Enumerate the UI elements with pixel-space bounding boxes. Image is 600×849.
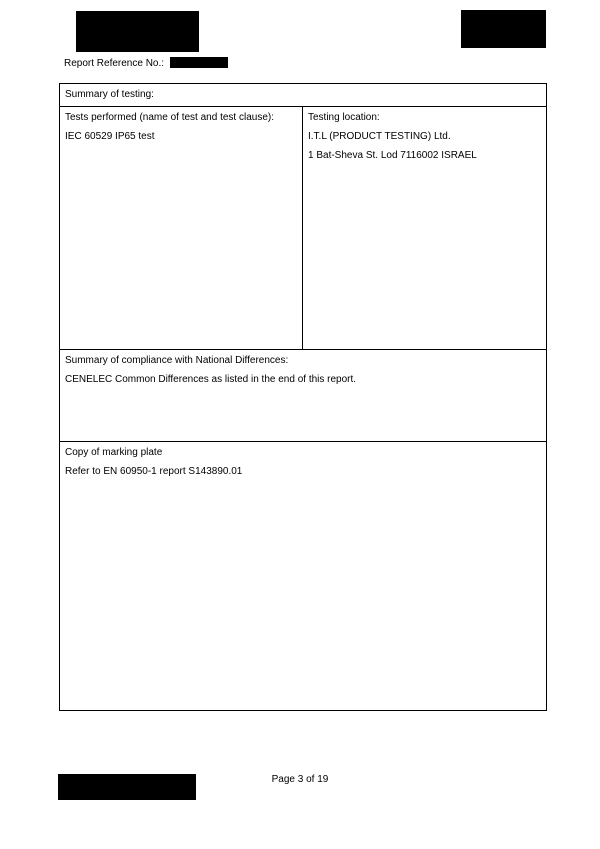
redacted-report-number (170, 57, 228, 68)
tests-performed-heading: Tests performed (name of test and test clause): (65, 112, 274, 123)
summary-of-testing-label: Summary of testing: (65, 89, 154, 100)
testing-location-line: 1 Bat-Sheva St. Lod 7116002 ISRAEL (308, 150, 477, 161)
redacted-logo-right (461, 10, 546, 48)
report-reference-label: Report Reference No.: (64, 58, 165, 69)
national-differences-text: CENELEC Common Differences as listed in the end of this report. (65, 374, 357, 385)
national-differences-heading: Summary of compliance with National Differences: (65, 355, 289, 366)
national-differences-cell (60, 350, 547, 442)
marking-plate-cell (60, 442, 547, 711)
summary-of-testing-cell (60, 84, 547, 107)
page-number: Page 3 of 19 (271, 774, 329, 785)
report-reference-line (64, 57, 228, 70)
summary-table (59, 83, 547, 711)
redacted-logo-left (76, 11, 199, 52)
tests-performed-cell (60, 107, 303, 350)
testing-location-heading: Testing location: (308, 112, 380, 123)
tests-performed-item: IEC 60529 IP65 test (65, 131, 155, 142)
marking-plate-text: Refer to EN 60950-1 report S143890.01 (65, 466, 243, 477)
testing-location-cell (303, 107, 547, 350)
marking-plate-heading: Copy of marking plate (65, 447, 163, 458)
testing-location-line: I.T.L (PRODUCT TESTING) Ltd. (308, 131, 451, 142)
